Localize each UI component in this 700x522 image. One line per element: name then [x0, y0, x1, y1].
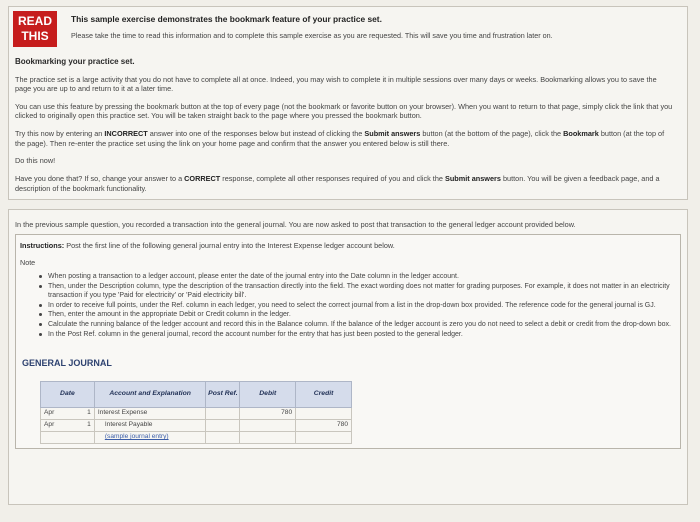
sample-journal-entry-link[interactable]: (sample journal entry) [104, 433, 169, 441]
journal-month: Apr [44, 409, 55, 417]
journal-post-ref-cell[interactable] [206, 407, 240, 419]
read-this-badge [13, 11, 57, 47]
note-label: Note [20, 258, 36, 268]
journal-credit-cell: 780 [296, 419, 352, 431]
journal-day: 1 [87, 421, 91, 429]
para3-text-g: button (at the top of the page). Then re-enter the practice set using the link on your home page and confirm that the answer you entered below is still there. [15, 129, 665, 148]
para4-text-e: button. You will be given a feedback page, and a description of the bookmark functionality. [15, 173, 660, 193]
journal-account-cell: Interest Expense [94, 407, 206, 419]
bookmark-paragraph-1: The practice set is a large activity that you do not have to complete all at once. Indeed, you may wish to complete it in multiple sessions over many days or weeks. Bookmarking allows you to save the page you are up to and return to it at a later time. [15, 74, 657, 94]
para4-text-a: Have you done that? If so, change your answer to a [15, 173, 185, 183]
bookmark-paragraph-2: You can use this feature by pressing the bookmark button at the top of every page (not the bookmark or favorite button on your browser). When you want to return to that page, simply click the link that you clicked to originally open this practice set. You will be taken straight back to the page where you pressed the bookmark button. [15, 101, 673, 121]
bookmark-section-title: Bookmarking your practice set. [15, 57, 135, 66]
para4-correct: CORRECT [184, 173, 221, 183]
general-journal-table [40, 381, 352, 444]
note-bullet: In the Post Ref. column in the general journal, record the account number for the entry that has just been posted to the general ledger. [48, 330, 674, 339]
journal-debit-cell: 780 [240, 407, 296, 419]
para3-text-e: button (at the bottom of the page), click the [420, 129, 564, 139]
header-account: Account and Explanation [94, 381, 206, 407]
note-bullet: Calculate the running balance of the ledger account and record this in the Balance column. If the balance of the ledger account is zero you do not need to select a debit or credit from the drop-down box. [48, 320, 674, 329]
read-this-subtitle: Please take the time to read this information and to complete this sample exercise as you are requested. This will save you time and frustration later on. [71, 31, 553, 41]
instructions-line [20, 241, 674, 251]
posting-intro: In the previous sample question, you recorded a transaction into the general journal. You are now asked to post that transaction to the general ledger account provided below. [15, 220, 576, 230]
bookmark-paragraph-4 [15, 174, 681, 193]
para3-submit-answers: Submit answers [364, 129, 421, 139]
journal-date-cell [41, 419, 95, 431]
do-this-now: Do this now! [15, 156, 56, 166]
note-bullet: Then, under the Description column, type the description of the transaction directly into the field. The exact wording does not matter for grading purposes. For example, it does not matter in an electricity transaction if you type 'Paid for electricity' or 'Paid electricity bill'. [48, 282, 674, 300]
note-bullet: When posting a transaction to a ledger account, please enter the date of the journal entry into the Date column in the ledger account. [48, 272, 674, 281]
para3-incorrect: INCORRECT [104, 129, 148, 139]
journal-credit-cell [296, 407, 352, 419]
header-credit: Credit [296, 381, 352, 407]
para3-text-a: Try this now by entering an [15, 129, 105, 139]
posting-panel [8, 209, 688, 505]
bookmark-paragraph-3 [15, 129, 681, 148]
journal-account-cell: Interest Payable [94, 419, 206, 431]
journal-month: Apr [44, 421, 55, 429]
journal-row [41, 407, 352, 419]
read-this-intro [57, 11, 631, 41]
journal-explanation-row [41, 431, 352, 443]
journal-post-ref-cell [206, 431, 240, 443]
instructions-box [15, 234, 681, 449]
journal-explanation-cell [94, 431, 206, 443]
journal-date-cell [41, 407, 95, 419]
para3-bookmark: Bookmark [563, 129, 599, 139]
para4-text-c: response, complete all other responses required of you and click the [220, 173, 445, 183]
header-date: Date [41, 381, 95, 407]
journal-date-cell [41, 431, 95, 443]
para3-text-c: answer into one of the responses below but instead of clicking the [147, 129, 365, 139]
read-this-header [13, 11, 681, 47]
read-this-title: This sample exercise demonstrates the bookmark feature of your practice set. [71, 14, 382, 24]
note-bullet: In order to receive full points, under the Ref. column in each ledger, you need to select the correct journal from a list in the drop-down box provided. The reference code for the general journal is GJ. [48, 301, 674, 310]
journal-header-row [41, 381, 352, 407]
para4-submit-answers: Submit answers [444, 173, 501, 183]
journal-post-ref-cell[interactable] [206, 419, 240, 431]
journal-row [41, 419, 352, 431]
instructions-label: Instructions: [20, 240, 65, 250]
journal-debit-cell [240, 431, 296, 443]
instructions-text: Post the first line of the following general journal entry into the Interest Expense ledger account below. [64, 240, 395, 250]
journal-credit-cell [296, 431, 352, 443]
read-this-panel [8, 6, 688, 200]
badge-line-2: THIS [21, 29, 49, 43]
note-bullet-list [20, 272, 674, 339]
badge-line-1: READ [17, 14, 52, 28]
note-bullet: Then, enter the amount in the appropriate Debit or Credit column in the ledger. [48, 310, 674, 319]
journal-debit-cell [240, 419, 296, 431]
journal-day: 1 [87, 409, 91, 417]
header-post-ref: Post Ref. [206, 381, 240, 407]
header-debit: Debit [240, 381, 296, 407]
general-journal-title: GENERAL JOURNAL [22, 358, 112, 369]
